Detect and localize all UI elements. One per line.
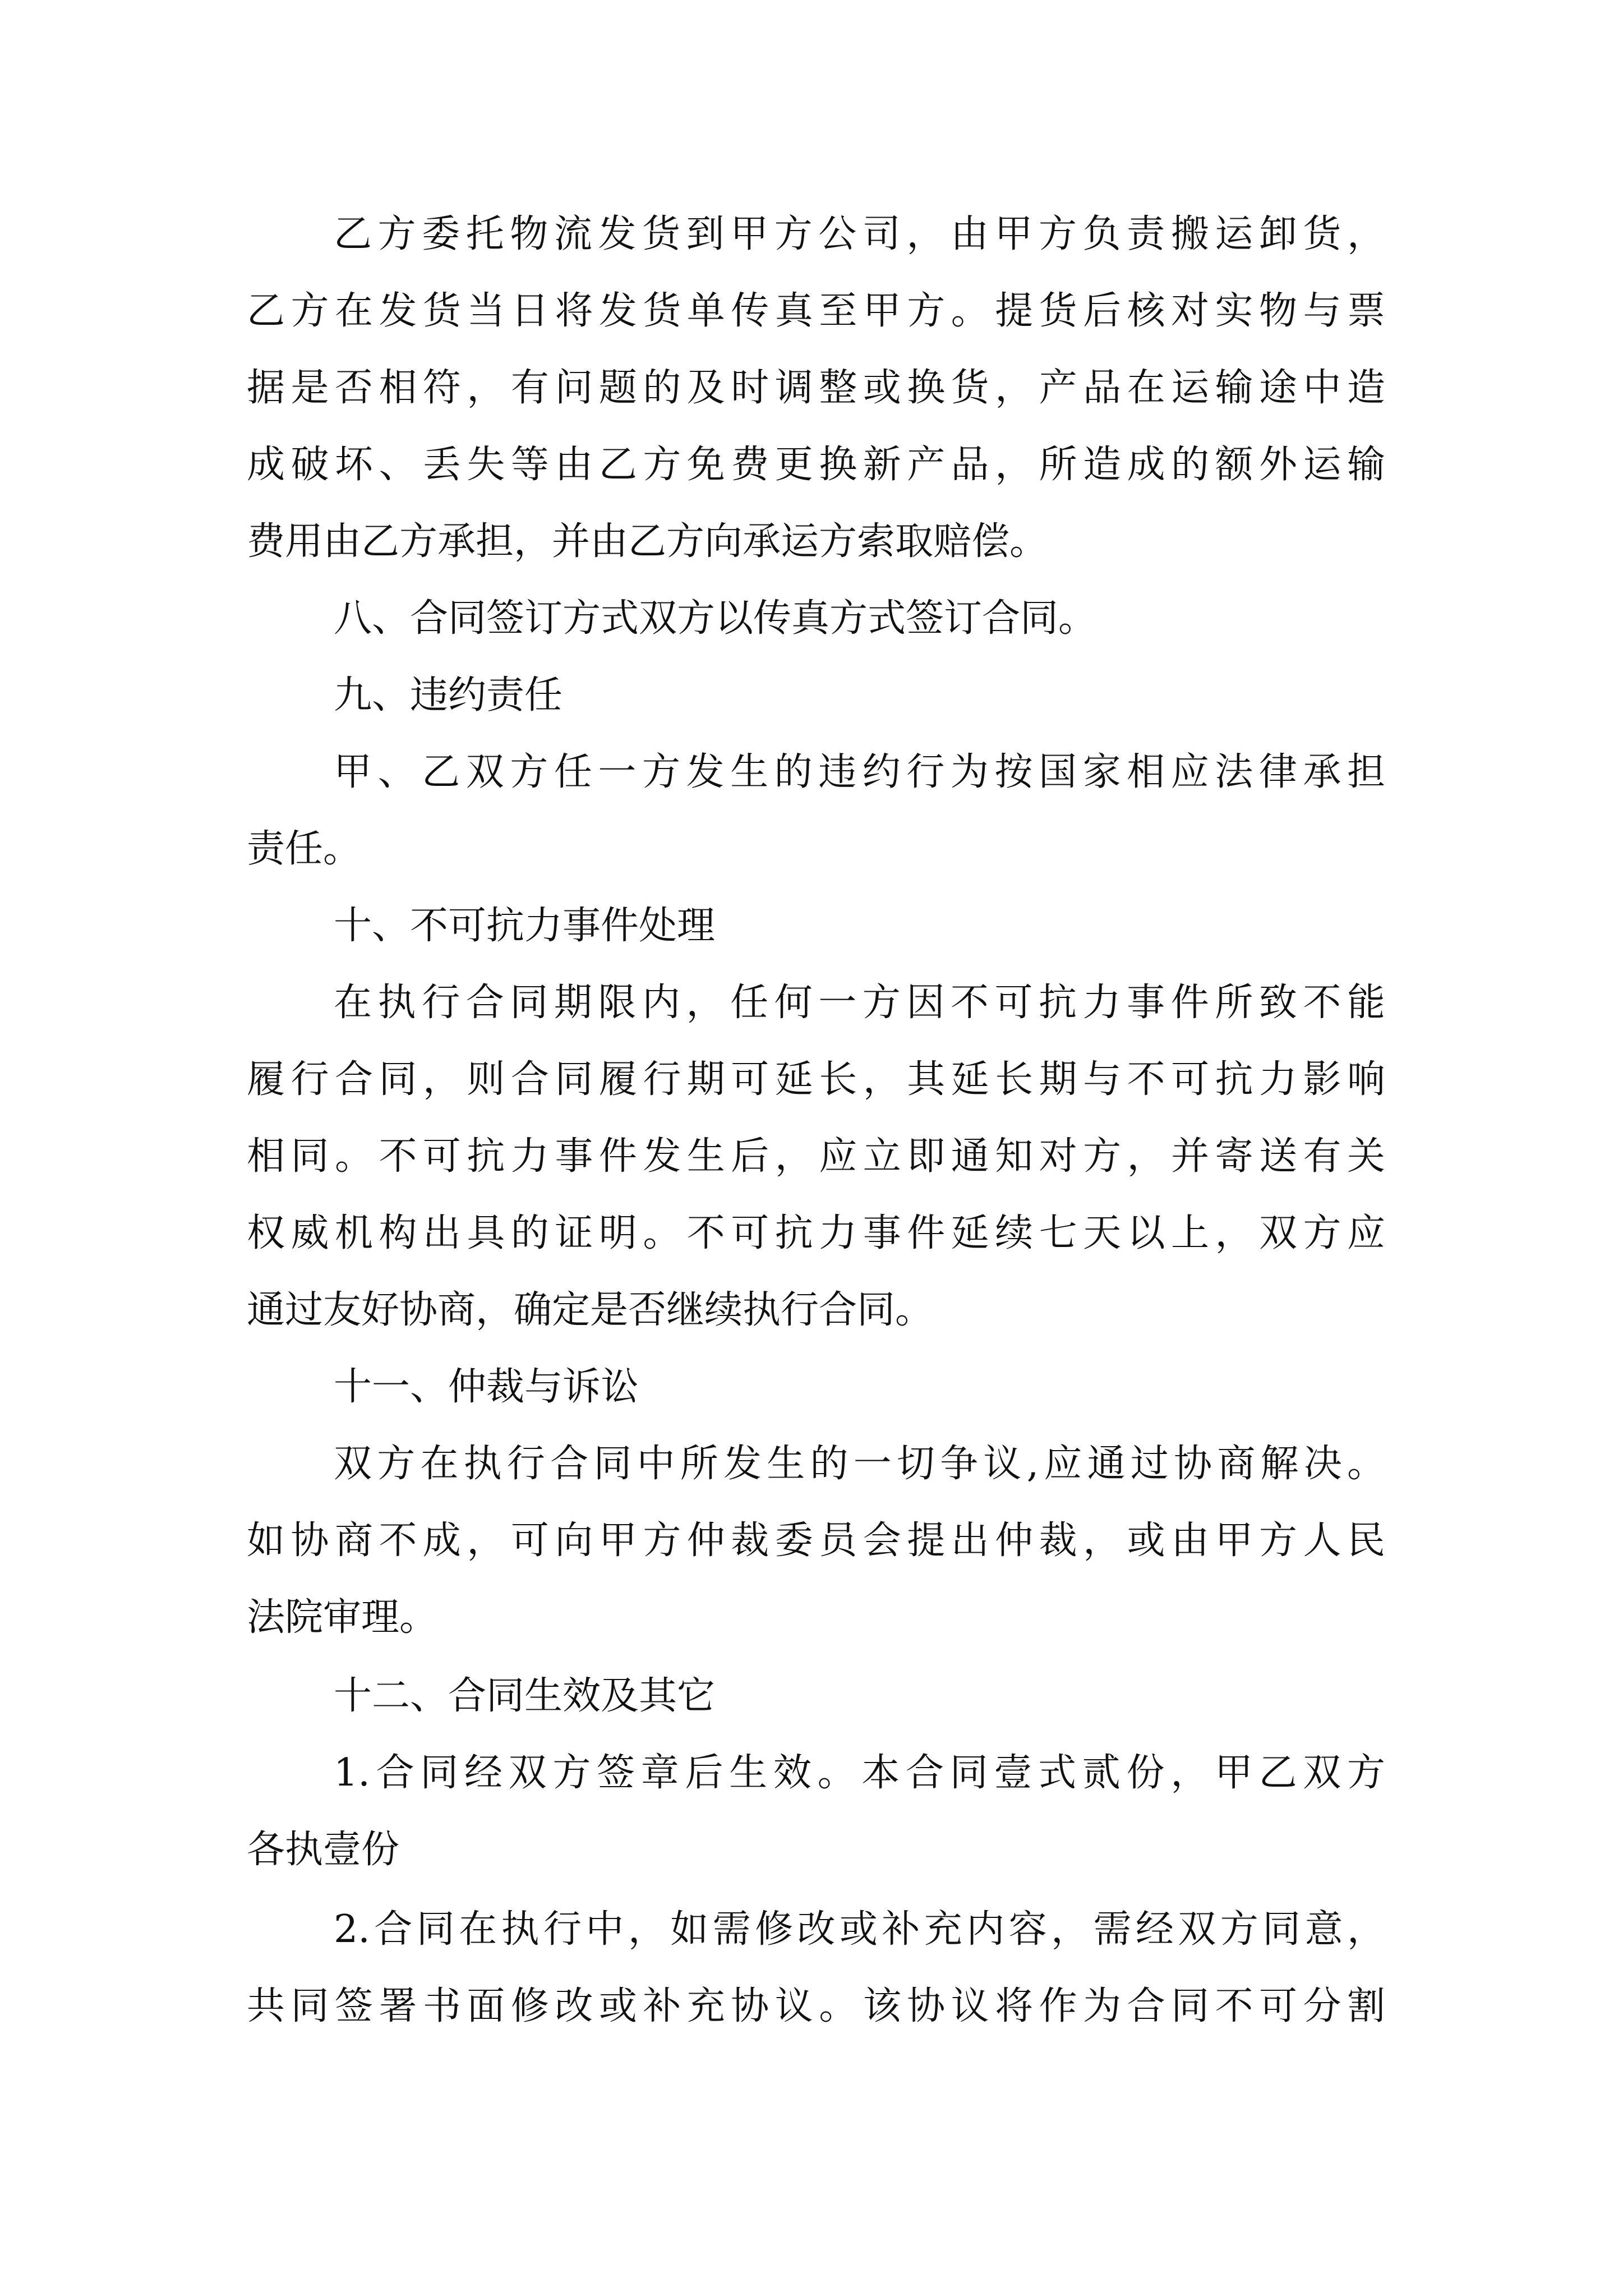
section-9-body-line-1: 甲、乙双方任一方发生的违约行为按国家相应法律承担 xyxy=(334,750,1385,794)
section-11-heading: 十一、仲裁与诉讼 xyxy=(334,1365,639,1409)
section-12-item-1-line-2: 各执壹份 xyxy=(247,1828,400,1872)
paragraph-delivery-line-1: 乙方委托物流发货到甲方公司，由甲方负责搬运卸货， xyxy=(334,212,1385,256)
section-12-item-2-line-2: 共同签署书面修改或补充协议。该协议将作为合同不可分割 xyxy=(247,1984,1385,2028)
paragraph-delivery-line-3: 据是否相符，有问题的及时调整或换货，产品在运输途中造 xyxy=(247,366,1385,410)
section-10-body-line-5: 通过友好协商，确定是否继续执行合同。 xyxy=(247,1288,934,1332)
section-10-body-line-4: 权威机构出具的证明。不可抗力事件延续七天以上，双方应 xyxy=(247,1211,1385,1255)
section-10-body-line-2: 履行合同，则合同履行期可延长，其延长期与不可抗力影响 xyxy=(247,1057,1385,1102)
section-12-item-1-line-1: 1.合同经双方签章后生效。本合同壹式贰份，甲乙双方 xyxy=(334,1751,1385,1795)
section-10-heading: 十、不可抗力事件处理 xyxy=(334,904,716,948)
paragraph-delivery-line-5: 费用由乙方承担，并由乙方向承运方索取赔偿。 xyxy=(247,519,1048,564)
section-11-body-line-2: 如协商不成，可向甲方仲裁委员会提出仲裁，或由甲方人民 xyxy=(247,1519,1385,1563)
section-10-body-line-1: 在执行合同期限内，任何一方因不可抗力事件所致不能 xyxy=(334,981,1385,1025)
section-12-heading: 十二、合同生效及其它 xyxy=(334,1674,716,1718)
section-11-body-line-1: 双方在执行合同中所发生的一切争议,应通过协商解决。 xyxy=(334,1442,1385,1486)
paragraph-delivery-line-2: 乙方在发货当日将发货单传真至甲方。提货后核对实物与票 xyxy=(247,289,1385,333)
paragraph-delivery-line-4: 成破坏、丢失等由乙方免费更换新产品，所造成的额外运输 xyxy=(247,443,1385,487)
section-12-item-2-line-1: 2.合同在执行中，如需修改或补充内容，需经双方同意， xyxy=(334,1907,1385,1952)
section-9-heading: 九、违约责任 xyxy=(334,673,563,717)
section-8-heading: 八、合同签订方式双方以传真方式签订合同。 xyxy=(334,596,1097,641)
section-11-body-line-3: 法院审理。 xyxy=(247,1595,438,1640)
section-9-body-line-2: 责任。 xyxy=(247,827,362,871)
section-10-body-line-3: 相同。不可抗力事件发生后，应立即通知对方，并寄送有关 xyxy=(247,1134,1385,1179)
